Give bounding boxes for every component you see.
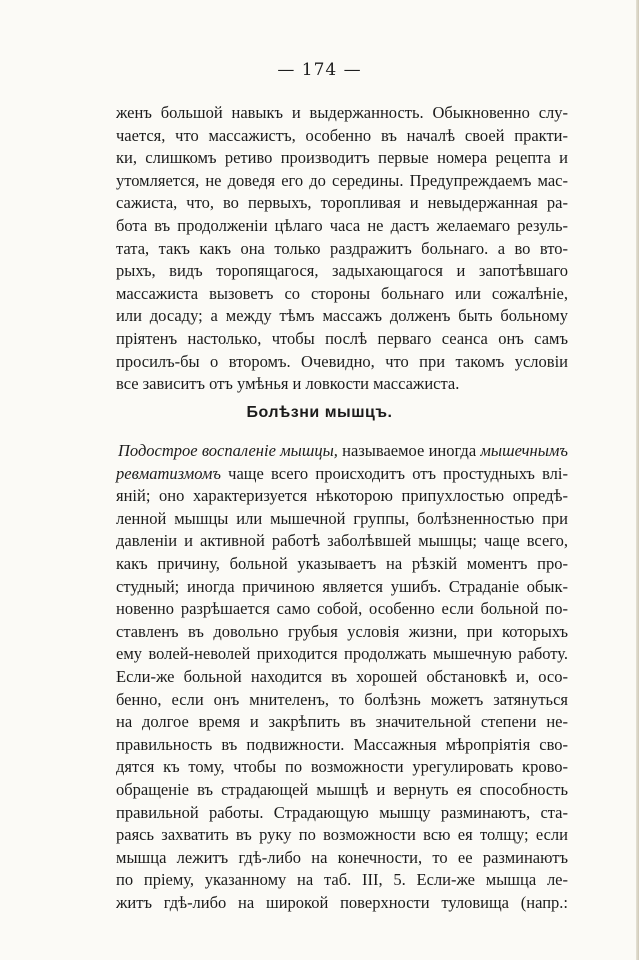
text-line: просилъ-бы о второмъ. Очевидно, что при такомъ условіи [116, 351, 568, 371]
text-line: давленіи и активной работѣ заболѣвшей мышцы; чаще всего, [116, 531, 568, 551]
section-heading: Болѣзни мышцъ. [246, 404, 393, 421]
text-line: рыхъ, видъ торопящагося, задыхающагося и запотѣвшаго [116, 261, 568, 281]
text-line: правильность въ подвижности. Массажныя мѣропріятія сво- [116, 734, 568, 754]
text-line: студный; иногда причиною является ушибъ. Страданіе обык- [116, 576, 568, 596]
text-line: ки, слишкомъ ретиво производитъ первые номера рецепта и [116, 148, 568, 168]
text-line: яній; оно характеризуется нѣкоторою припухлостью опредѣ- [116, 486, 568, 506]
text-line-first [116, 440, 568, 463]
text-line: сажиста, что, во первыхъ, торопливая и невыдержанная ра- [116, 193, 568, 213]
text-line: или досаду; а между тѣмъ массажъ долженъ быть больному [116, 306, 568, 326]
italic-term: мышечнымъ [480, 441, 568, 460]
text-line: массажиста вызоветъ со стороны больнаго или сожалѣніе, [116, 283, 568, 303]
text-span: чаще всего происходитъ отъ простудныхъ влі- [220, 463, 568, 483]
text-line: Если-же больной находится въ хорошей обстановкѣ и, осо- [116, 666, 568, 686]
text-line: чается, что массажистъ, особенно въ началѣ своей практи- [116, 125, 568, 145]
text-line: все зависитъ отъ умѣнья и ловкости массажиста. [116, 374, 460, 394]
italic-term: ревматизмомъ [116, 463, 221, 483]
text-span: называемое иногда [337, 441, 481, 460]
text-line: тата, такъ какъ она только раздражитъ больнаго. а во вто- [116, 238, 568, 258]
text-line [116, 463, 568, 486]
text-line: раясь захватить въ руку по возможности всю ея толщу; если [116, 825, 568, 845]
text-line: ленной мышцы или мышечной группы, болѣзненностью при [116, 508, 568, 528]
text-line: на долгое время и закрѣпить въ значительной степени не- [116, 712, 568, 732]
text-line: мышца лежитъ гдѣ-либо на конечности, то ее разминаютъ [116, 847, 568, 867]
text-line: какъ причину, больной указываетъ на рѣзкій моментъ про- [116, 553, 568, 573]
text-line: по пріему, указанному на таб. III, 5. Если-же мышца ле- [116, 870, 568, 890]
text-line: утомляется, не доведя его до середины. Предупреждаемъ мас- [116, 170, 568, 190]
text-line: житъ гдѣ-либо на широкой поверхности туловища (напр.: [116, 892, 568, 912]
text-line: ставленъ въ довольно грубыя условія жизни, при которыхъ [116, 621, 568, 641]
text-line: пріятенъ настолько, чтобы послѣ перваго сеанса онъ самъ [116, 328, 568, 348]
text-line: бота въ продолженіи цѣлаго часа не дастъ желаемаго резуль- [116, 215, 568, 235]
text-line: новенно разрѣшается само собой, особенно если больной по- [116, 599, 568, 619]
paragraph-muscle-diseases [116, 440, 568, 914]
text-line: бенно, если онъ мнителенъ, то болѣзнь можетъ затянуться [116, 689, 568, 709]
text-line: обращеніе въ страдающей мышцѣ и вернуть ея способность [116, 779, 568, 799]
italic-term: Подострое воспаленіе мышцы, [118, 441, 338, 460]
text-line: дятся къ тому, чтобы по возможности урегулировать крово- [116, 757, 568, 777]
text-line: ему волей-неволей приходится продолжать мышечную работу. [116, 644, 568, 664]
text-line: женъ большой навыкъ и выдержанность. Обыкновенно слу- [116, 103, 568, 122]
page-number: — 174 — [277, 60, 362, 80]
text-line: правильной работы. Страдающую мышцу разминаютъ, ста- [116, 802, 568, 822]
paragraph-continuation [116, 102, 568, 396]
